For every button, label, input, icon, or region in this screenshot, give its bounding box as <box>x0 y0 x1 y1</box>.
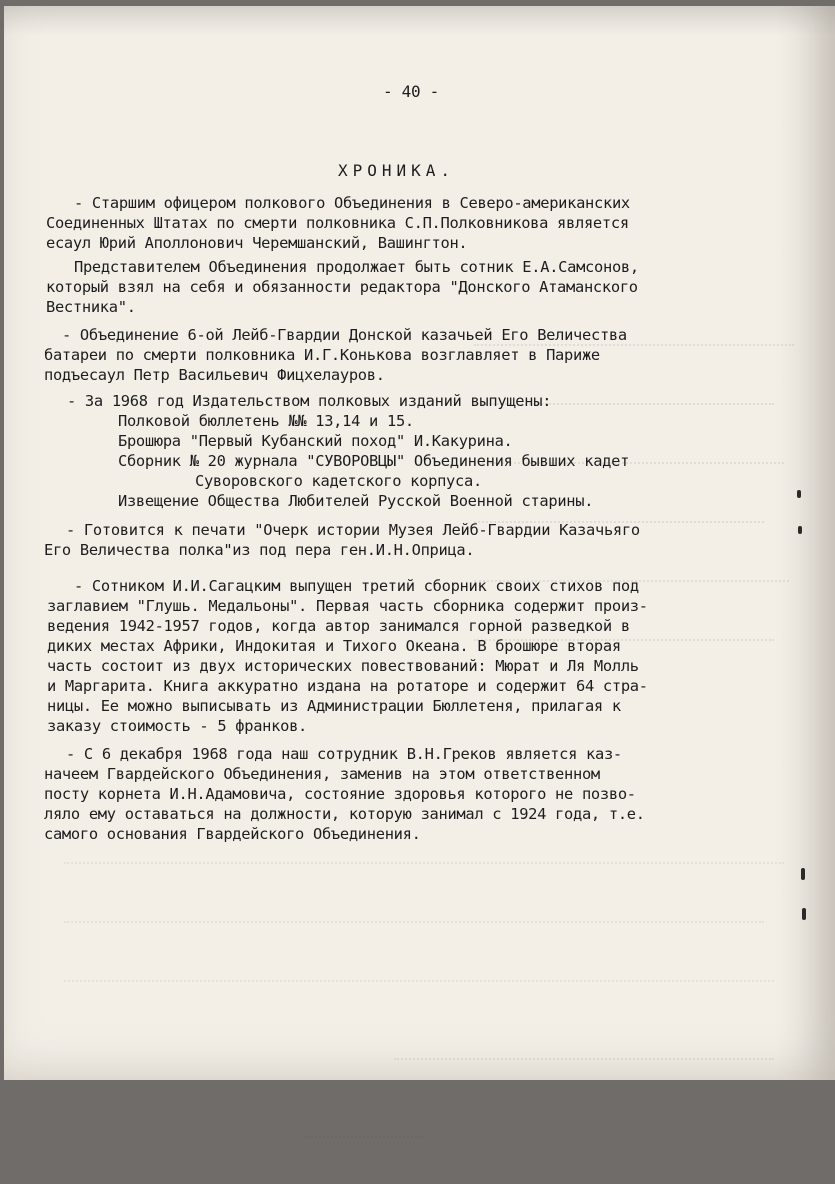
paragraph-2-line-1: Представителем Объединения продолжает быть сотник Е.А.Самсонов, <box>74 258 639 276</box>
paragraph-7-line-2: начеем Гвардейского Объединения, заменив на этом ответственном <box>44 765 600 783</box>
paragraph-6-line-2: заглавием "Глушь. Медальоны". Первая часть сборника содержит произ- <box>47 597 648 615</box>
paragraph-5-line-2: Его Величества полка"из под пера ген.И.Н.Оприца. <box>44 541 475 559</box>
page-top-shadow <box>4 6 835 36</box>
margin-mark <box>801 868 805 880</box>
paragraph-4-line-6: Извещение Общества Любителей Русской Военной старины. <box>118 492 594 510</box>
paragraph-1-line-2: Соединенных Штатах по смерти полковника С.П.Полковникова является <box>46 214 629 232</box>
paragraph-6-line-6: и Маргарита. Книга аккуратно издана на ротаторе и содержит 64 стра- <box>47 677 648 695</box>
document-page <box>4 6 835 1080</box>
paragraph-6-line-5: часть состоит из двух исторических повествований: Мюрат и Ля Молль <box>47 657 639 675</box>
paragraph-4-line-3: Брошюра "Первый Кубанский поход" И.Какурина. <box>118 432 513 450</box>
paragraph-4-line-2: Полковой бюллетень №№ 13,14 и 15. <box>118 412 414 430</box>
paragraph-3-line-3: подъесаул Петр Васильевич Фицхелауров. <box>44 366 385 384</box>
paragraph-3-line-1: - Объединение 6-ой Лейб-Гвардии Донской казачьей Его Величества <box>62 326 627 344</box>
paragraph-6-line-4: диких местах Африки, Индокитая и Тихого Океана. В брошюре вторая <box>47 637 621 655</box>
margin-mark <box>798 526 802 534</box>
paragraph-4-line-1: - За 1968 год Издательством полковых изданий выпущены: <box>67 392 552 410</box>
paragraph-4-line-5: Суворовского кадетского корпуса. <box>195 472 482 490</box>
paragraph-5-line-1: - Готовится к печати "Очерк истории Музея Лейб-Гвардии Казачьяго <box>66 521 640 539</box>
paragraph-7-line-1: - С 6 декабря 1968 года наш сотрудник В.Н.Греков является каз- <box>66 745 622 763</box>
page-number: - 40 - <box>383 82 439 101</box>
paragraph-2-line-2: который взял на себя и обязанности редактора "Донского Атаманского <box>46 278 638 296</box>
paragraph-2-line-3: Вестника". <box>46 298 136 316</box>
paragraph-6-line-3: ведения 1942-1957 годов, когда автор занимался горной разведкой в <box>47 617 630 635</box>
paragraph-7-line-3: посту корнета И.Н.Адамовича, состояние здоровья которого не позво- <box>44 785 636 803</box>
paragraph-7-line-4: ляло ему оставаться на должности, которую занимал с 1924 года, т.е. <box>44 805 645 823</box>
paragraph-6-line-7: ницы. Ее можно выписывать из Администрации Бюллетеня, прилагая к <box>47 697 621 715</box>
paragraph-4-line-4: Сборник № 20 журнала "СУВОРОВЦЫ" Объединения бывших кадет <box>118 452 630 470</box>
reverse-side-bleed-lower <box>64 824 784 1184</box>
paragraph-6-line-1: - Сотником И.И.Сагацким выпущен третий сборник своих стихов под <box>74 577 639 595</box>
margin-mark <box>802 908 806 920</box>
margin-mark <box>797 490 801 498</box>
paragraph-3-line-2: батареи по смерти полковника И.Г.Конькова возглавляет в Париже <box>44 346 600 364</box>
paragraph-6-line-8: заказу стоимость - 5 франков. <box>47 717 308 735</box>
page-title: ХРОНИКА. <box>338 161 456 180</box>
paragraph-7-line-5: самого основания Гвардейского Объединения. <box>44 825 421 843</box>
paragraph-1-line-3: есаул Юрий Аполлонович Черемшанский, Вашингтон. <box>46 234 468 252</box>
paragraph-1-line-1: - Старшим офицером полкового Объединения в Северо-американских <box>74 194 630 212</box>
